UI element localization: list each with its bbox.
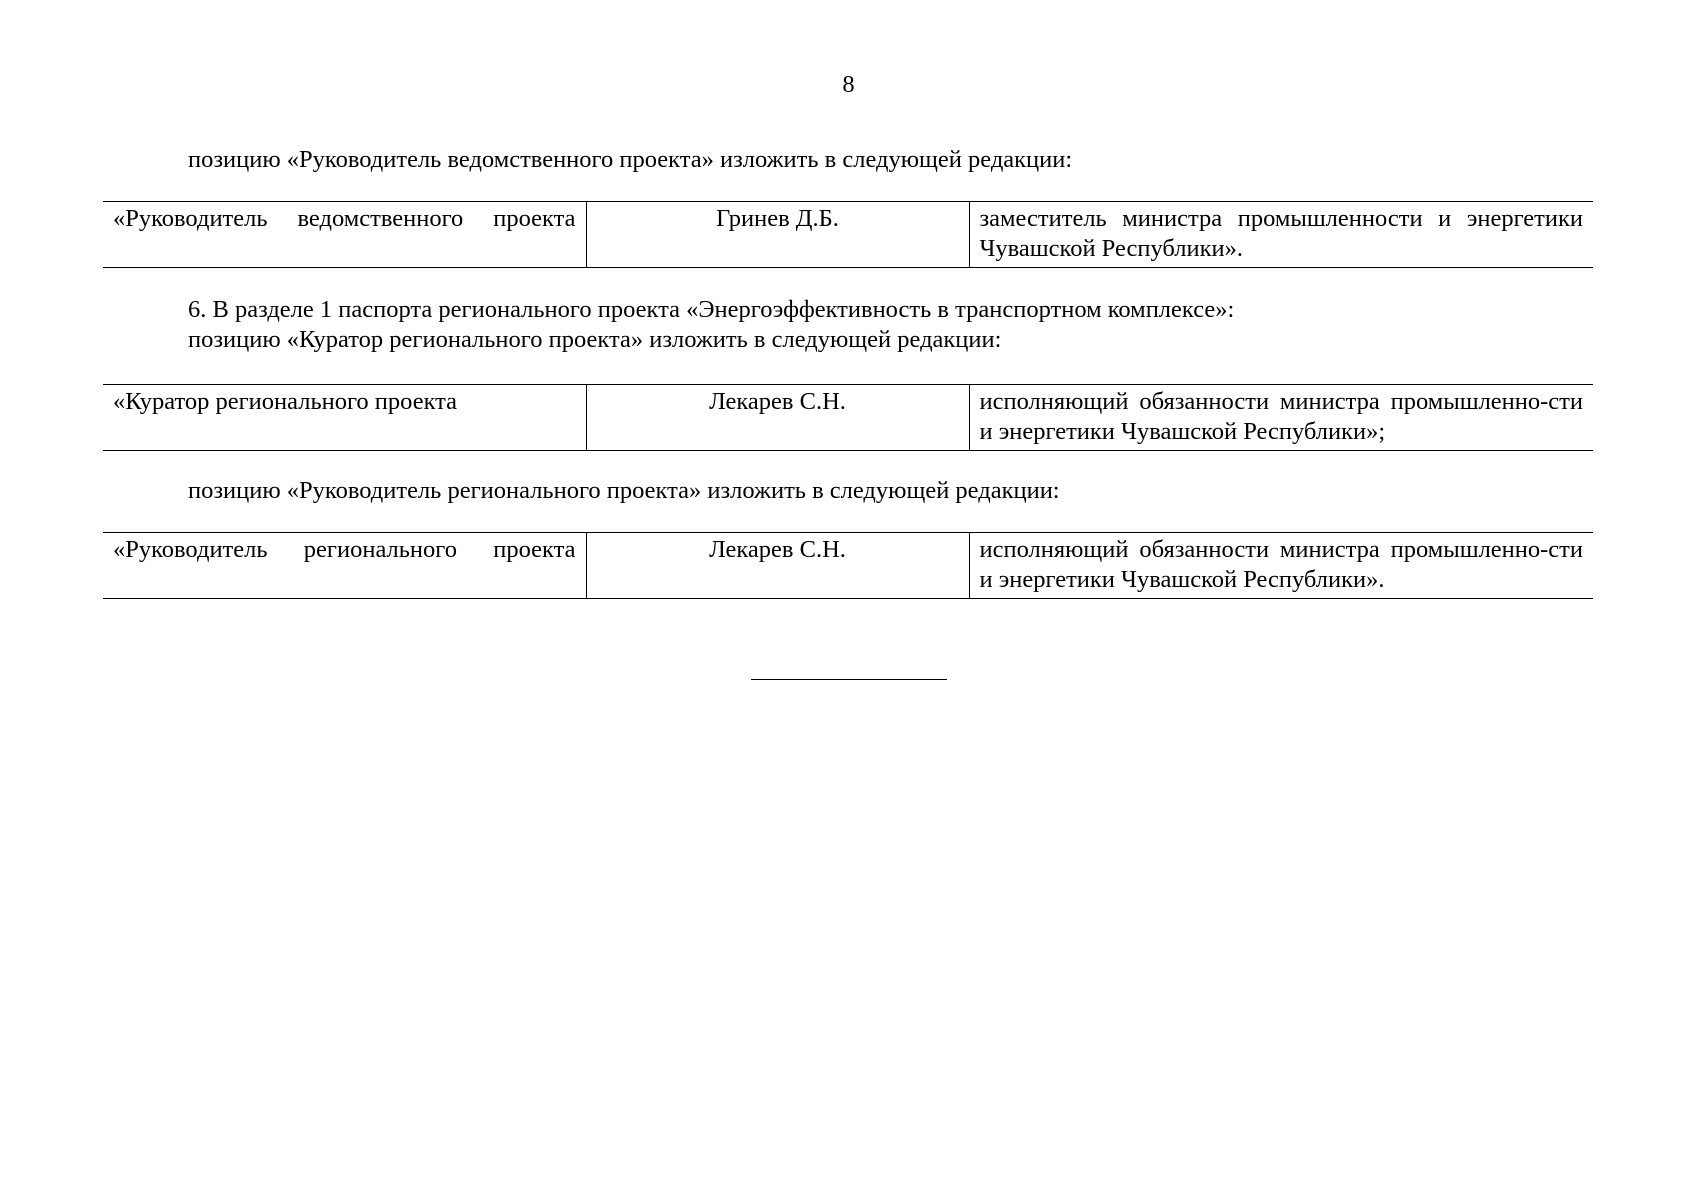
- table-row: [103, 533, 1593, 599]
- table-row: [103, 385, 1593, 451]
- role-cell: «Руководитель ведомственного проекта: [103, 202, 586, 268]
- name-cell: Лекарев С.Н.: [586, 385, 969, 451]
- table-row: [103, 202, 1593, 268]
- description-cell: заместитель министра промышленности и энергетики Чувашской Республики».: [969, 202, 1593, 268]
- end-of-document-rule: [751, 679, 947, 680]
- item-6-heading: 6. В разделе 1 паспорта регионального проекта «Энергоэффективность в транспортном комплексе»:: [188, 296, 1235, 323]
- position-table-2: [103, 384, 1593, 451]
- intro-paragraph-3: позицию «Руководитель регионального проекта» изложить в следующей редакции:: [188, 477, 1060, 504]
- description-cell: исполняющий обязанности министра промышленно-сти и энергетики Чувашской Республики».: [969, 533, 1593, 599]
- position-table-1: [103, 201, 1593, 268]
- role-cell: «Куратор регионального проекта: [103, 385, 586, 451]
- name-cell: Гринев Д.Б.: [586, 202, 969, 268]
- name-cell: Лекарев С.Н.: [586, 533, 969, 599]
- item-6-intro: позицию «Куратор регионального проекта» изложить в следующей редакции:: [188, 326, 1002, 353]
- intro-paragraph-1: позицию «Руководитель ведомственного проекта» изложить в следующей редакции:: [188, 146, 1073, 173]
- position-table-3: [103, 532, 1593, 599]
- role-cell: «Руководитель регионального проекта: [103, 533, 586, 599]
- description-cell: исполняющий обязанности министра промышленно-сти и энергетики Чувашской Республики»;: [969, 385, 1593, 451]
- page-number: 8: [842, 71, 855, 98]
